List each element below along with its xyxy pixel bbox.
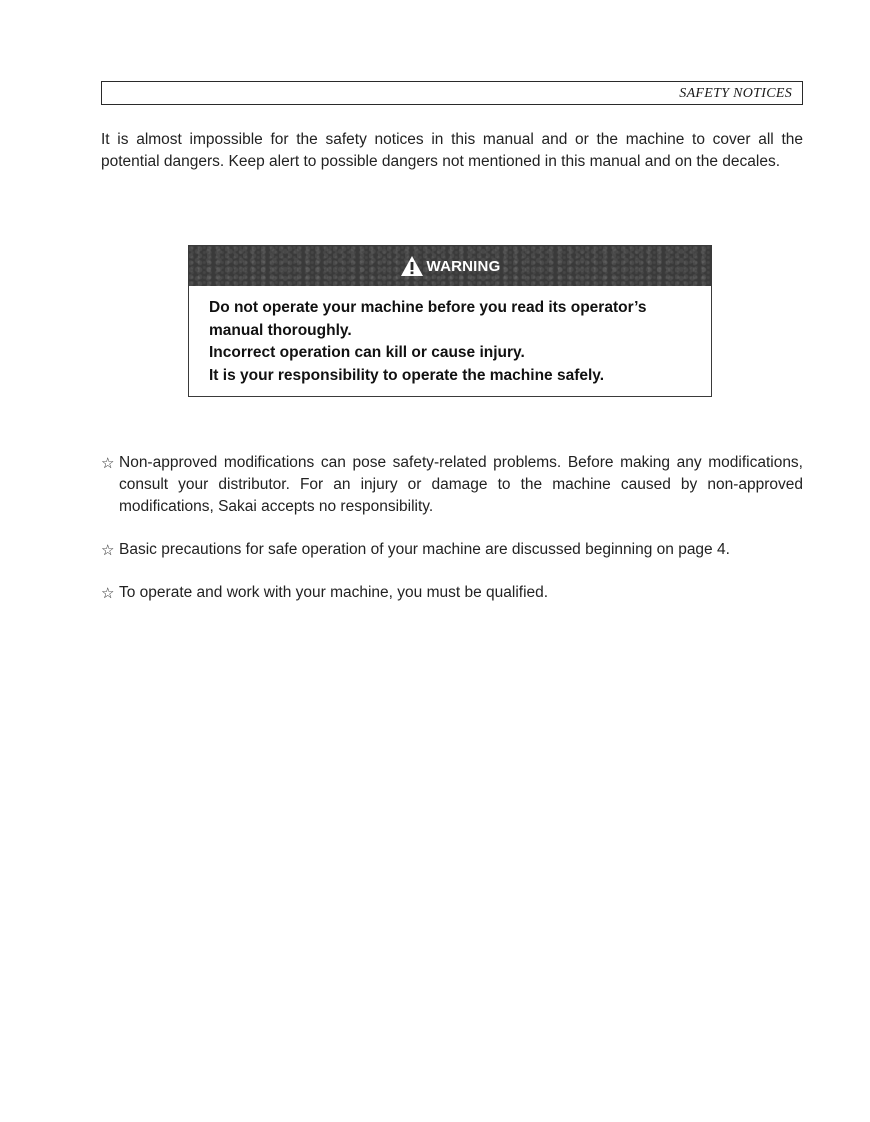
star-bullet-icon: ☆ <box>101 584 115 602</box>
star-bullet-icon: ☆ <box>101 541 115 559</box>
star-bullet-icon: ☆ <box>101 454 115 472</box>
warning-line: manual thoroughly. <box>209 321 352 339</box>
warning-triangle-icon <box>400 255 424 277</box>
warning-line: It is your responsibility to operate the machine safely. <box>209 366 605 384</box>
warning-label: WARNING <box>426 257 501 275</box>
intro-paragraph: It is almost impossible for the safety notices in this manual and or the machine to cover all the potential dangers. Keep alert to possible dangers not mentioned in this manual and on the decales. <box>101 131 803 170</box>
note-text: To operate and work with your machine, you must be qualified. <box>119 584 549 601</box>
warning-body <box>189 286 711 387</box>
warning-box <box>188 245 712 397</box>
note-item <box>101 539 803 561</box>
section-header-box <box>101 81 803 105</box>
warning-header <box>189 246 711 286</box>
note-text: Non-approved modifications can pose safety-related problems. Before making any modifications, consult your distributor. For an injury or damage to the machine caused by non-approved modifications, Sakai accepts no responsibility. <box>119 454 803 515</box>
notes-list <box>101 452 803 625</box>
note-item <box>101 452 803 518</box>
note-item <box>101 582 803 604</box>
note-text: Basic precautions for safe operation of your machine are discussed beginning on page 4. <box>119 541 730 558</box>
section-title: SAFETY NOTICES <box>679 86 792 101</box>
warning-line: Incorrect operation can kill or cause injury. <box>209 344 525 361</box>
warning-line: Do not operate your machine before you read its operator’s <box>209 299 647 316</box>
